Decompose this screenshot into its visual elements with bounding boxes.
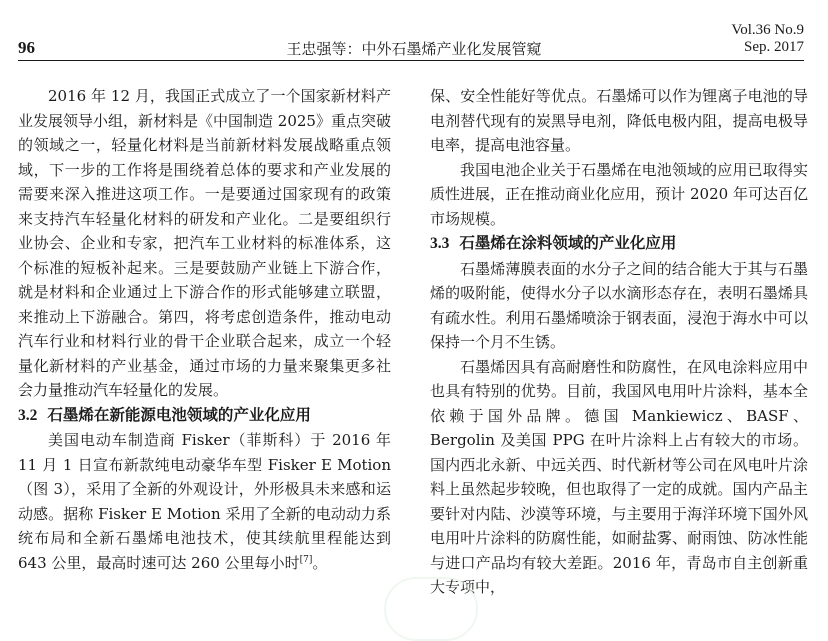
watermark-decoration: [384, 577, 478, 641]
paragraph-end: 。: [312, 553, 328, 572]
header-rule: [18, 60, 804, 61]
page-number: 96: [18, 38, 35, 57]
left-column: [18, 84, 391, 575]
section-title: 石墨烯在新能源电池领域的产业化应用: [47, 405, 311, 424]
paragraph: 石墨烯因具有高耐磨性和防腐性，在风电涂料应用中也具有特别的优势。目前，我国风电用叶片涂料，基本全依赖于国外品牌。德国 Mankiewicz、BASF、Bergolin 及美国 PPG 在叶片涂料上占有较大的市场。国内西北永新、中远关西、时代新材等公司在风电叶片涂料上虽然起步较晚，但也取得了一定的成就。国内产品主要针对内陆、沙漠等环境，与主要用于海洋环境下国外风电用叶片涂料的防腐性能，如耐盐雾、耐雨蚀、防冰性能与进口产品均有较大差距。2016 年，青岛市自主创新重大专项中，: [430, 357, 808, 596]
section-heading: [18, 403, 391, 429]
section-title: 石墨烯在涂料领域的产业化应用: [459, 234, 677, 252]
volume-number: Vol.36 No.9: [731, 22, 804, 38]
paragraph: 我国电池企业关于石墨烯在电池领域的应用已取得实质性进展，正在推动商业化应用，预计 2020 年可达百亿市场规模。: [430, 160, 808, 228]
issue-date: Sep. 2017: [744, 39, 804, 55]
paragraph-continued: 保、安全性能好等优点。石墨烯可以作为锂离子电池的导电剂替代现有的炭黑导电剂，降低电极内阻，提高电极导电率，提高电池容量。: [430, 87, 808, 154]
paragraph: [18, 428, 391, 575]
journal-issue: [731, 22, 804, 56]
page-header: [0, 0, 828, 62]
citation-ref[interactable]: [7]: [299, 554, 313, 565]
running-title: 王忠强等：中外石墨烯产业化发展管窥: [286, 40, 542, 58]
section-number: 3.2: [18, 406, 38, 424]
section-number: 3.3: [430, 235, 450, 252]
right-column: [430, 84, 808, 600]
paragraph: 2016 年 12 月，我国正式成立了一个国家新材料产业发展领导小组，新材料是《中国制造 2025》重点突破的领域之一，轻量化材料是当前新材料发展战略重点领域，下一步的工作将是围绕着总体的要求和产业发展的需要来深入推进这项工作。一是要通过国家现有的政策来支持汽车轻量化材料的研发和产业化。二是要组织行业协会、企业和专家，把汽车工业材料的标准体系，这个标准的短板补起来。三是要鼓励产业链上下游合作，就是材料和企业通过上下游合作的形式能够建立联盟，来推动上下游融合。第四，将考虑创造条件，推动电动汽车行业和材料行业的骨干企业联合起来，成立一个轻量化新材料的产业基金，通过市场的力量来聚集更多社会力量推动汽车轻量化的发展。: [18, 87, 391, 399]
section-heading: [430, 231, 808, 257]
paragraph: 石墨烯薄膜表面的水分子之间的结合能大于其与石墨烯的吸附能，使得水分子以水滴形态存在，表明石墨烯具有疏水性。利用石墨烯喷涂于钢表面，浸泡于海水中可以保持一个月不生锈。: [430, 259, 808, 351]
paragraph-text: 美国电动车制造商 Fisker（菲斯科）于 2016 年 11 月 1 日宣布新款纯电动豪华车型 Fisker E Motion（图 3），采用了全新的外观设计，外形极具未来感和运动感。据称 Fisker E Motion 采用了全新的电动动力系统布局和全新石墨烯电池技术，使其续航里程能达到 643 公里，最高时速可达 260 公里每小时: [18, 431, 391, 572]
